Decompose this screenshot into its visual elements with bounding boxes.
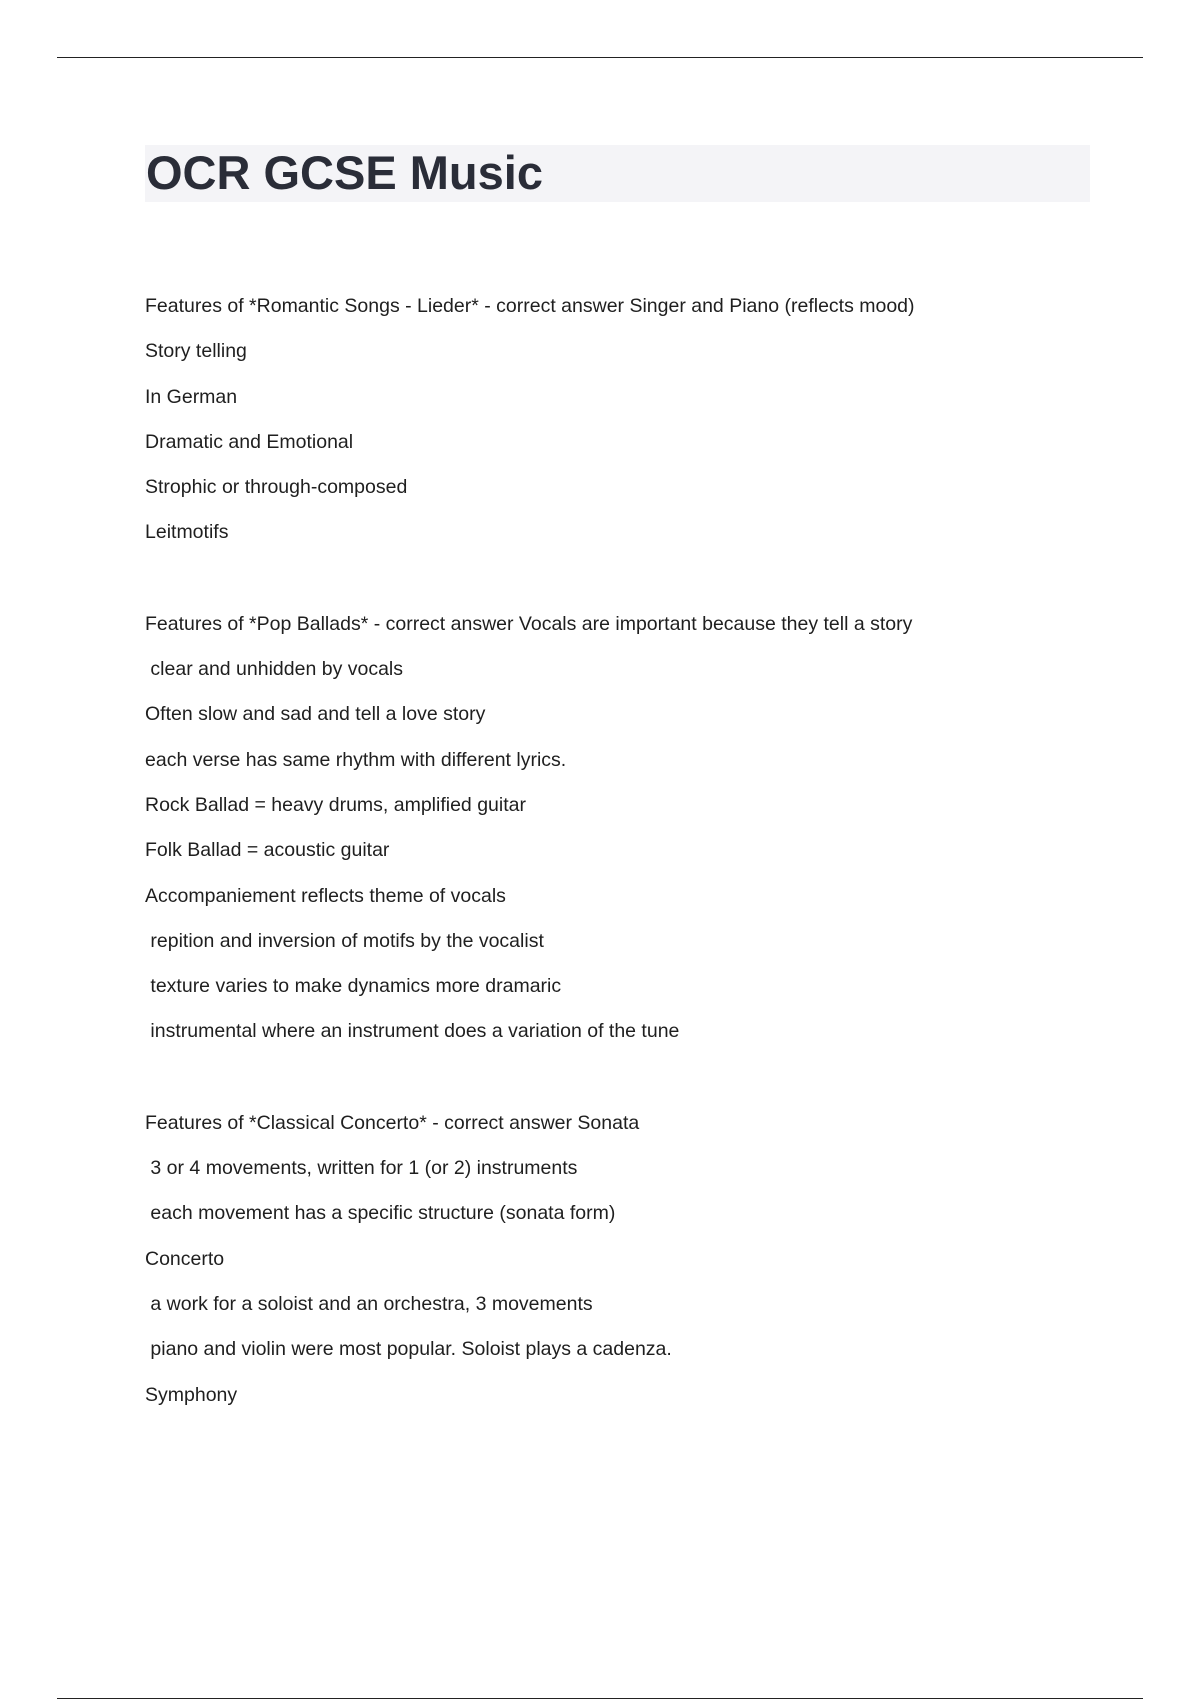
document-body	[145, 290, 1085, 1470]
header-rule	[57, 57, 1143, 58]
answer-line: 3 or 4 movements, written for 1 (or 2) instruments	[145, 1157, 578, 1180]
answer-line: Often slow and sad and tell a love story	[145, 703, 486, 726]
answer-line: In German	[145, 385, 238, 408]
answer-line: Leitmotifs	[145, 521, 229, 544]
answer-line: piano and violin were most popular. Soloist plays a cadenza.	[145, 1338, 672, 1361]
answer-line: instrumental where an instrument does a variation of the tune	[145, 1020, 680, 1043]
answer-line: a work for a soloist and an orchestra, 3 movements	[145, 1292, 593, 1315]
footer-rule	[57, 1698, 1143, 1699]
answer-line: Accompaniement reflects theme of vocals	[145, 884, 506, 907]
answer-line: Strophic or through-composed	[145, 476, 408, 499]
question-line: Features of *Romantic Songs - Lieder* - correct answer Singer and Piano (reflects mood)	[145, 295, 915, 317]
answer-line: each movement has a specific structure (sonata form)	[145, 1202, 616, 1225]
answer-line: Symphony	[145, 1383, 238, 1406]
answer-line: Story telling	[145, 340, 247, 363]
page-title: OCR GCSE Music	[146, 146, 543, 199]
section-pop-ballads	[145, 608, 1085, 1061]
question-line: Features of *Pop Ballads* - correct answer Vocals are important because they tell a story	[145, 612, 913, 635]
answer-line: Concerto	[145, 1247, 225, 1270]
section-romantic-songs	[145, 290, 1085, 562]
question-line: Features of *Classical Concerto* - correct answer Sonata	[145, 1111, 640, 1134]
answer-line: Rock Ballad = heavy drums, amplified guitar	[145, 793, 526, 816]
answer-line: each verse has same rhythm with different lyrics.	[145, 748, 567, 771]
answer-line: texture varies to make dynamics more dramaric	[145, 975, 562, 998]
answer-line: Folk Ballad = acoustic guitar	[145, 839, 390, 862]
section-classical-concerto	[145, 1107, 1085, 1424]
answer-line: clear and unhidden by vocals	[145, 658, 404, 681]
answer-line: Dramatic and Emotional	[145, 430, 354, 453]
answer-line: repition and inversion of motifs by the vocalist	[145, 929, 544, 952]
